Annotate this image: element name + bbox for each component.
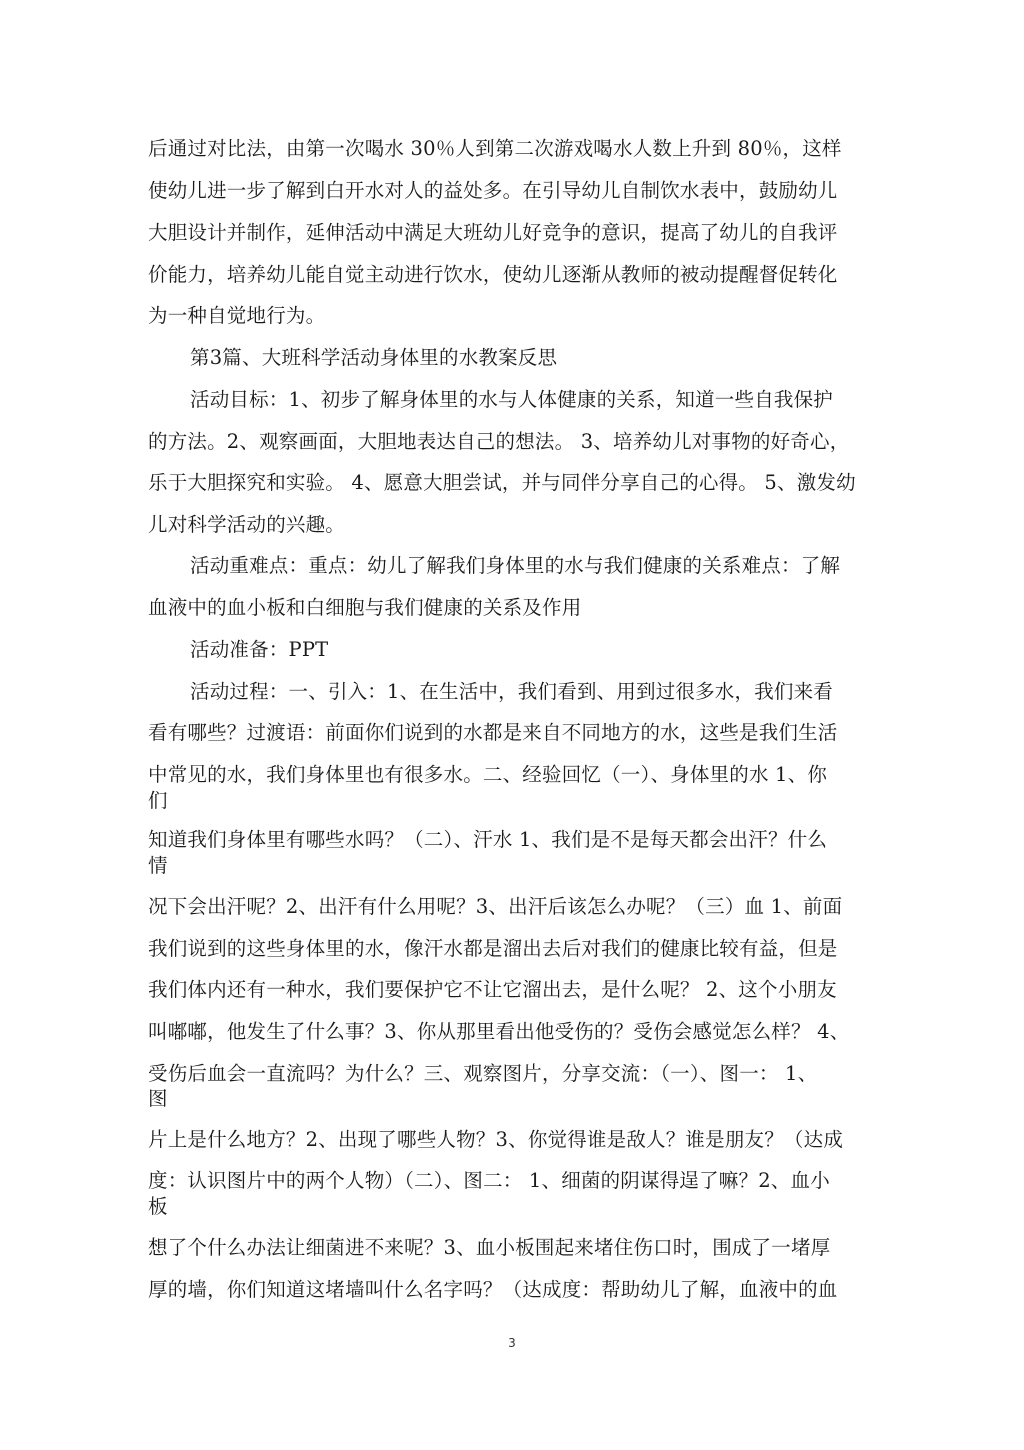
text-line: 板: [148, 1195, 168, 1218]
text-line: 活动重难点：重点：幼儿了解我们身体里的水与我们健康的关系难点：了解: [190, 554, 841, 577]
text-line: 活动目标：1、初步了解身体里的水与人体健康的关系，知道一些自我保护: [190, 388, 834, 411]
text-line: 我们说到的这些身体里的水，像汗水都是溜出去后对我们的健康比较有益，但是: [148, 937, 838, 960]
text-line: 为一种自觉地行为。: [148, 304, 326, 327]
text-line: 知道我们身体里有哪些水吗？（二）、汗水 1、我们是不是每天都会出汗？什么: [148, 828, 828, 851]
text-line: 我们体内还有一种水，我们要保护它不让它溜出去，是什么呢？ 2、这个小朋友: [148, 978, 837, 1001]
text-line: 后通过对比法，由第一次喝水 30％人到第二次游戏喝水人数上升到 80％，这样: [148, 137, 842, 160]
text-line: 儿对科学活动的兴趣。: [148, 513, 346, 536]
text-line: 血液中的血小板和白细胞与我们健康的关系及作用: [148, 596, 582, 619]
text-line: 价能力，培养幼儿能自觉主动进行饮水，使幼儿逐渐从教师的被动提醒督促转化: [148, 263, 838, 286]
text-line: 厚的墙，你们知道这堵墙叫什么名字吗？（达成度：帮助幼儿了解，血液中的血: [148, 1278, 838, 1301]
text-line: 情: [148, 854, 168, 877]
text-line: 们: [148, 789, 168, 812]
text-line: 的方法。2、观察画面，大胆地表达自己的想法。 3、培养幼儿对事物的好奇心，: [148, 430, 850, 453]
text-line: 受伤后血会一直流吗？为什么？三、观察图片，分享交流：（一）、图一： 1、: [148, 1062, 818, 1085]
text-line: 看有哪些？过渡语：前面你们说到的水都是来自不同地方的水，这些是我们生活: [148, 721, 838, 744]
text-line: 大胆设计并制作，延伸活动中满足大班幼儿好竞争的意识，提高了幼儿的自我评: [148, 221, 838, 244]
text-line: 中常见的水，我们身体里也有很多水。二、经验回忆（一）、身体里的水 1、你: [148, 763, 828, 786]
text-line: 活动过程：一、引入：1、在生活中，我们看到、用到过很多水，我们来看: [190, 680, 834, 703]
text-line: 片上是什么地方？2、出现了哪些人物？3、你觉得谁是敌人？谁是朋友？（达成: [148, 1128, 844, 1151]
text-line: 活动准备：PPT: [190, 638, 329, 661]
text-line: 使幼儿进一步了解到白开水对人的益处多。在引导幼儿自制饮水表中，鼓励幼儿: [148, 179, 838, 202]
text-line: 乐于大胆探究和实验。 4、愿意大胆尝试，并与同伴分享自己的心得。 5、激发幼: [148, 471, 856, 494]
text-line: 度：认识图片中的两个人物）（二）、图二： 1、细菌的阴谋得逞了嘛？2、血小: [148, 1169, 830, 1192]
text-line: 图: [148, 1087, 168, 1110]
page-number: 3: [508, 1336, 516, 1350]
text-line: 叫嘟嘟，他发生了什么事？3、你从那里看出他受伤的？受伤会感觉怎么样？ 4、: [148, 1020, 850, 1043]
text-line: 想了个什么办法让细菌进不来呢？3、血小板围起来堵住伤口时，围成了一堵厚: [148, 1236, 831, 1259]
text-line: 况下会出汗呢？2、出汗有什么用呢？3、出汗后该怎么办呢？（三）血 1、前面: [148, 895, 843, 918]
section-heading: 第3篇、大班科学活动身体里的水教案反思: [190, 346, 558, 369]
